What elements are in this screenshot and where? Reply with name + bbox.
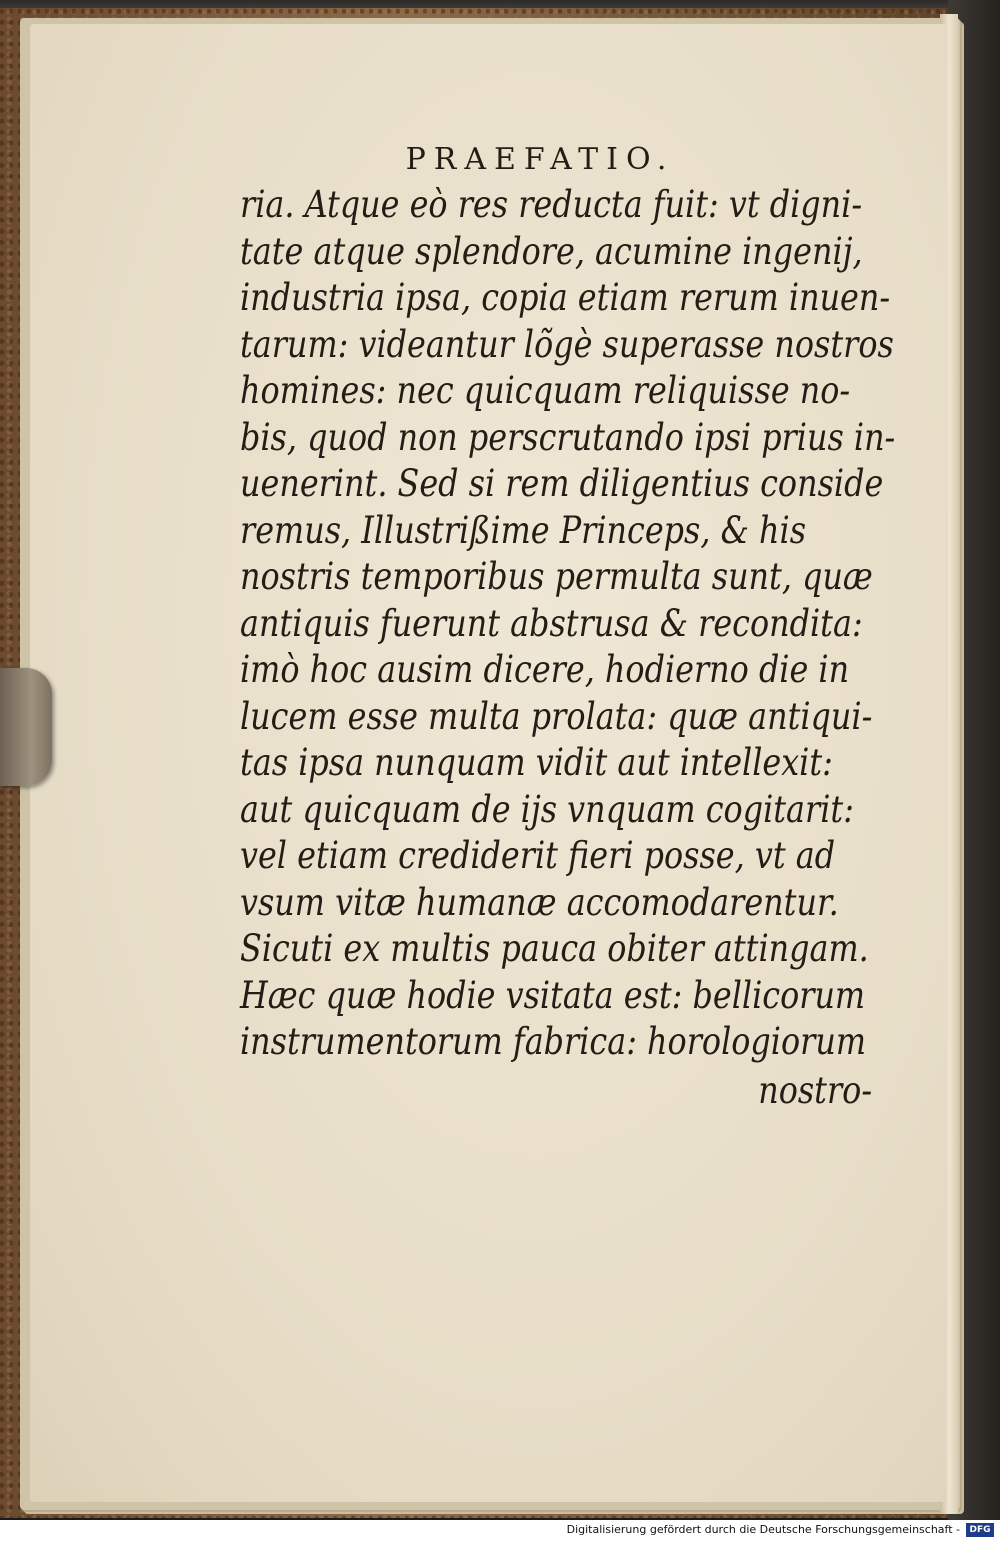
text-line: antiquis fuerunt abstrusa & recondita: [240,601,863,645]
text-line: vsum vitæ humanæ accomodarentur. [240,880,839,924]
text-line: vel etiam crediderit fieri posse, vt ad [240,834,836,877]
text-line: Hæc quæ hodie vsitata est: bellicorum [240,973,866,1017]
text-line: lucem esse multa prolata: quæ antiqui- [240,694,873,738]
text-line: nostris temporibus permulta sunt, quæ [240,555,873,598]
page-text-block [240,140,896,1114]
text-line: Sicuti ex multis pauca obiter attingam. [240,927,869,970]
text-line: homines: nec quicquam reliquisse no- [240,369,851,412]
text-line: bis, quod non perscrutando ipsi prius in- [240,415,896,459]
text-line: tarum: videantur lõgè superasse nostros [240,322,894,366]
digitization-footer [0,1520,1000,1541]
funding-credit: Digitalisierung gefördert durch die Deutsche Forschungsgemeinschaft - [566,1523,960,1536]
text-line: instrumentorum fabrica: horologiorum [240,1020,866,1063]
book-clasp [0,668,52,786]
dfg-logo: DFG [966,1523,994,1537]
catchword [240,1068,889,1115]
text-line: uenerint. Sed si rem diligentius conside [240,462,884,505]
running-head: PRAEFATIO. [405,142,675,177]
text-line: tate atque splendore, acumine ingenij, [240,229,863,273]
text-line: ria. Atque eò res reducta fuit: vt digni- [240,183,863,226]
text-line: aut quicquam de ijs vnquam cogitarit: [240,787,854,831]
text-line: remus, Illustrißime Princeps, & his [240,508,807,552]
text-line: imò hoc ausim dicere, hodierno die in [240,648,850,691]
text-line: industria ipsa, copia etiam rerum inuen- [240,276,891,319]
text-line: tas ipsa nunquam vidit aut intellexit: [240,741,833,784]
catchword-text: nostro- [758,1068,873,1112]
